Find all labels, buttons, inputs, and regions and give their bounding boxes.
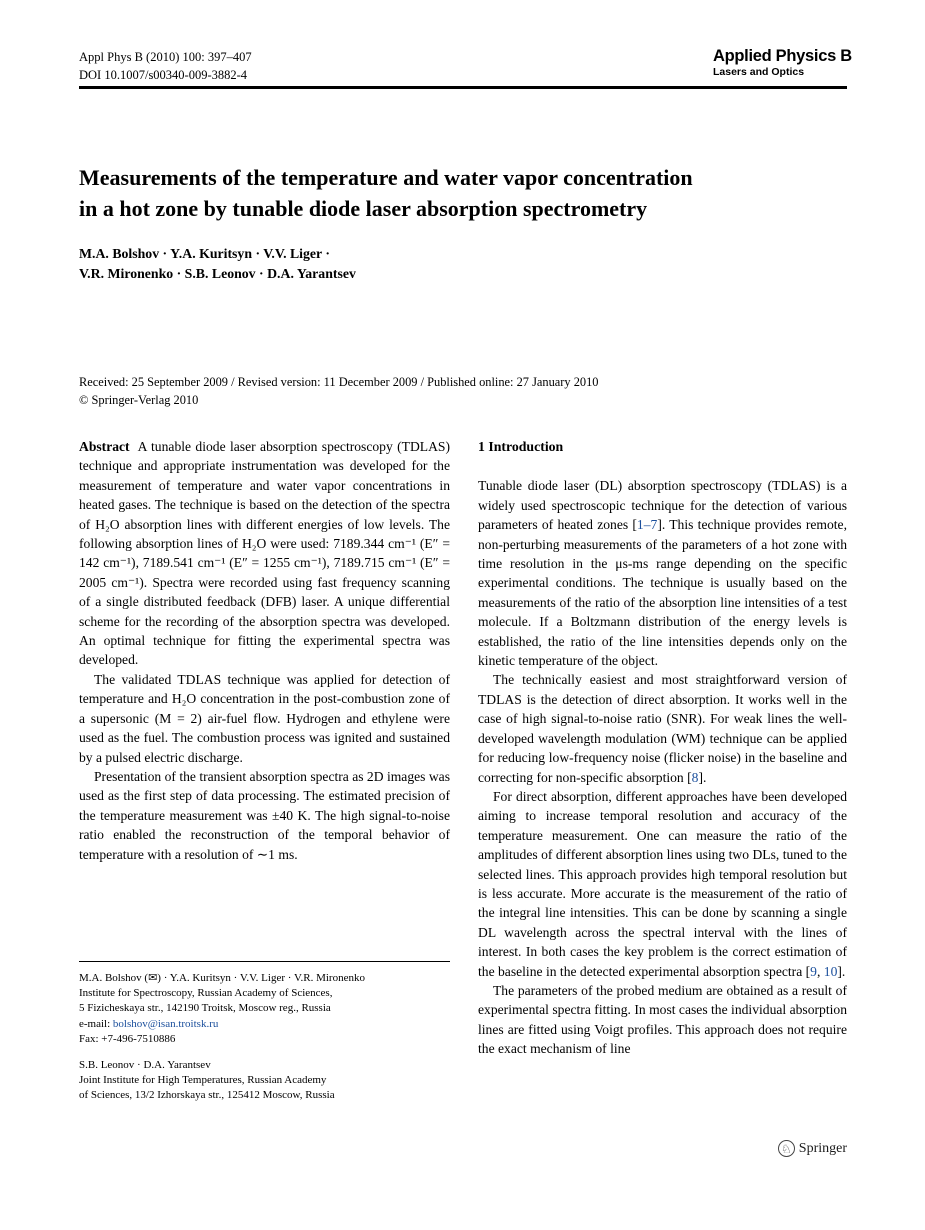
abstract-paragraph-2: The validated TDLAS technique was applied for detection of temperature and H₂O concentration in the post-combustion zone of a supersonic (M = 2) air-fuel flow. Hydrogen and ethylene were used as the fuel. The combustion process was ignited and sustained by a pulsed electric discharge. (79, 671, 450, 765)
email-line (79, 1017, 450, 1032)
citation-link-8[interactable]: 8 (691, 769, 699, 785)
author-list (79, 244, 679, 283)
section-heading-introduction: 1 Introduction (478, 439, 564, 454)
affiliation-1-line-2: 5 Fizicheskaya str., 142190 Troitsk, Moscow reg., Russia (79, 1002, 331, 1015)
title-line-1: Measurements of the temperature and water vapor concentration (79, 165, 693, 190)
right-column (478, 437, 847, 1059)
publisher-name: Springer (798, 1140, 847, 1156)
envelope-icon: ✉ (148, 972, 158, 984)
journal-name: Applied Physics B (713, 47, 852, 65)
journal-logo-block (713, 47, 853, 79)
affiliation-group-2 (79, 1058, 450, 1104)
citation-link-10[interactable]: 10 (823, 963, 838, 979)
springer-knight-icon: ♘ (778, 1140, 795, 1157)
intro-paragraph-1: Tunable diode laser (DL) absorption spectroscopy (TDLAS) is a widely used spectroscopic technique for the detection of various parameters of heated zones [1–7]. This technique provides remote, non-perturbing measurements of the parameters of a hot zone with time resolution in the μs-ms range depending on the specific experimental conditions. The technique is usually based on the measurements of the ratio of the absorption line intensities of a test molecule. If a Boltzmann distribution of the energy levels is established, the ratio of the line intensities depends only on the kinetic temperature of the object. (478, 478, 847, 669)
affiliation-2-authors: S.B. Leonov · D.A. Yarantsev (79, 1059, 211, 1072)
authors-line-1: M.A. Bolshov · Y.A. Kuritsyn · V.V. Liger · (79, 246, 330, 261)
affiliation-2-line-2: of Sciences, 13/2 Izhorskaya str., 125412 Moscow, Russia (79, 1089, 335, 1102)
abstract-paragraph-1 (79, 437, 450, 670)
page-title (79, 162, 819, 224)
copyright-notice: © Springer-Verlag 2010 (79, 392, 199, 407)
abstract-text-1: A tunable diode laser absorption spectroscopy (TDLAS) technique and appropriate instrumentation was developed for the measurement of temperature and water vapor concentrations in heated gases. The technique is based on the detection of the spectra of H₂O absorption lines with different energies of low levels. The following absorption lines of H₂O were used: 7189.344 cm⁻¹ (E″ = 142 cm⁻¹), 7189.541 cm⁻¹ (E″ = 1255 cm⁻¹), 7189.715 cm⁻¹ (E″ = 2005 cm⁻¹). Spectra were recorded using fast frequency scanning of a single distributed feedback (DFB) laser. A unique differential scheme for the recording of the absorption spectra was developed. An optimal technique for fitting the experimental spectra was developed. (79, 439, 450, 668)
affiliation-group-1 (79, 971, 450, 1047)
doi-text: DOI 10.1007/s00340-009-3882-4 (79, 67, 248, 82)
citation-link-9[interactable]: 9 (810, 963, 817, 979)
fax-line: Fax: +7-496-7510886 (79, 1032, 176, 1045)
abstract-label: Abstract (79, 439, 130, 454)
authors-line-2: V.R. Mironenko · S.B. Leonov · D.A. Yarantsev (79, 265, 356, 281)
title-line-2: in a hot zone by tunable diode laser absorption spectrometry (79, 196, 648, 221)
header-citation-block (79, 49, 252, 84)
correspondence-line: M.A. Bolshov (✉) · Y.A. Kuritsyn · V.V. Liger · V.R. Mironenko (79, 972, 365, 984)
intro-paragraph-3: For direct absorption, different approaches have been developed aiming to increase temporal resolution and accuracy of the temperature measurement. One can measure the ratio of the amplitudes of different absorption lines using two DLs, tuned to the selected lines. This approach provides high temporal resolution but is less accurate. More accurate is the measurement of the ratio of the integral line intensities. This can be done by scanning a single DL wavelength across the spectral interval with the lines of interest. In both cases the key problem is the correct estimation of the baseline in the detected experimental absorption spectra [9, 10]. (478, 788, 847, 979)
publisher-logo (778, 1140, 847, 1157)
header-divider (79, 86, 847, 89)
publication-history (79, 374, 799, 409)
email-label: e-mail: (79, 1017, 113, 1030)
abstract-paragraph-3: Presentation of the transient absorption spectra as 2D images was used as the first step of data processing. The estimated precision of the temperature measurement was ±40 K. The high signal-to-noise ratio enabled the reconstruction of the temporal behavior of temperature with a resolution of ∼1 ms. (79, 768, 450, 862)
received-dates: Received: 25 September 2009 / Revised version: 11 December 2009 / Published online: 27 January 2010 (79, 375, 599, 389)
journal-citation: Appl Phys B (2010) 100: 397–407 (79, 50, 252, 64)
affiliation-1-line-1: Institute for Spectroscopy, Russian Academy of Sciences, (79, 987, 333, 1000)
affiliation-2-line-1: Joint Institute for High Temperatures, Russian Academy (79, 1074, 327, 1087)
journal-subtitle: Lasers and Optics (713, 66, 805, 78)
intro-paragraph-4: The parameters of the probed medium are obtained as a result of experimental spectra fitting. In most cases the individual absorption lines are fitted using Voigt profiles. This approach does not require the exact mechanism of line (478, 982, 847, 1057)
left-column (79, 437, 450, 864)
affiliation-footnote (79, 961, 450, 1104)
email-link[interactable]: bolshov@isan.troitsk.ru (112, 1017, 219, 1030)
citation-link-1-7[interactable]: 1–7 (636, 517, 658, 533)
intro-paragraph-2: The technically easiest and most straightforward version of TDLAS is the detection of direct absorption. It works well in the case of high signal-to-noise ratio (SNR). For weak lines the well-developed wavelength modulation (WM) technique can be applied for reducing low-frequency noise (flicker noise) in the baseline and correcting for non-specific absorption [8]. (478, 672, 847, 785)
